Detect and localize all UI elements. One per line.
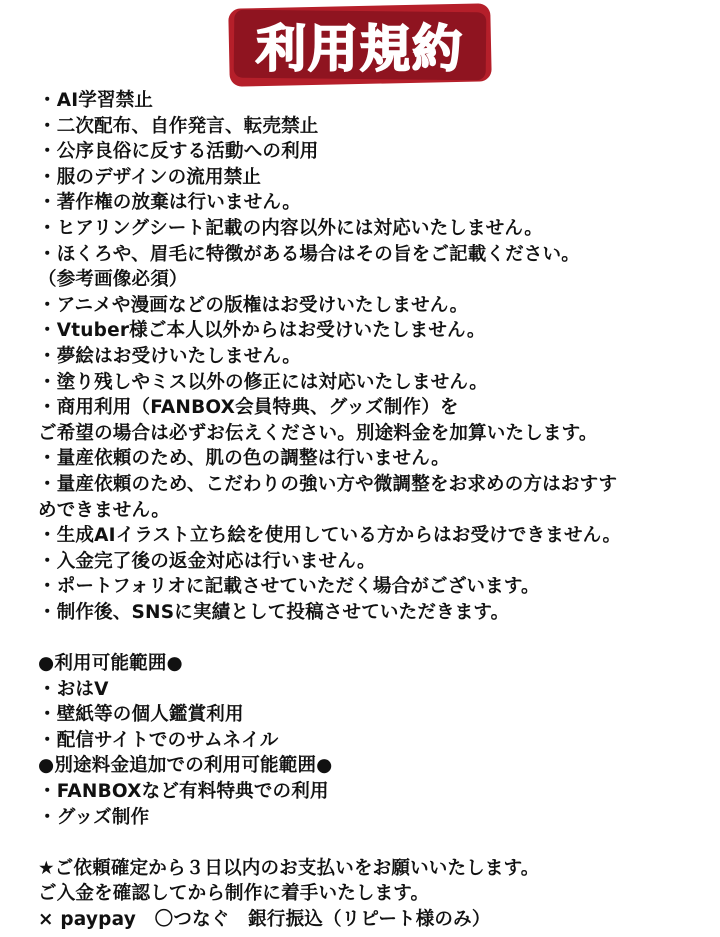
payment-note: ご入金を確認してから制作に着手いたします。	[38, 883, 430, 905]
title-area	[0, 6, 720, 84]
rule-line: ・ほくろや、眉毛に特徴がある場合はその旨をご記載ください。	[38, 243, 580, 265]
rule-line: ・公序良俗に反する活動への利用	[38, 141, 319, 163]
rule-line: ・量産依頼のため、こだわりの強い方や微調整をお求めの方はおすす	[38, 473, 618, 495]
spacer	[38, 625, 714, 651]
extra-usage-item: ・FANBOXなど有料特典での利用	[38, 781, 329, 803]
usage-heading: ●利用可能範囲●	[38, 653, 183, 675]
rule-line: ・Vtuber様ご本人以外からはお受けいたしません。	[38, 320, 486, 342]
rule-line: ・ポートフォリオに記載させていただく場合がございます。	[38, 576, 540, 598]
usage-item: ・壁紙等の個人鑑賞利用	[38, 704, 244, 726]
rule-line: ご希望の場合は必ずお伝えください。別途料金を加算いたします。	[38, 422, 598, 444]
rule-line: ・著作権の放棄は行いません。	[38, 192, 301, 214]
usage-item: ・おはV	[38, 678, 109, 700]
rule-line: ・塗り残しやミス以外の修正には対応いたしません。	[38, 371, 488, 393]
rule-line: （参考画像必須）	[38, 269, 188, 291]
rule-line: めできません。	[38, 499, 171, 521]
payment-methods: × paypay 〇つなぐ 銀行振込（リピート様のみ）	[38, 909, 491, 930]
rule-line: ・夢絵はお受けいたしません。	[38, 345, 301, 367]
rule-line: ・量産依頼のため、肌の色の調整は行いません。	[38, 448, 450, 470]
usage-item: ・配信サイトでのサムネイル	[38, 729, 279, 751]
payment-note: ★ご依頼確定から３日以内のお支払いをお願いいたします。	[38, 857, 540, 879]
spacer	[38, 830, 714, 856]
rule-line: ・制作後、SNSに実績として投稿させていただきます。	[38, 601, 510, 623]
extra-usage-heading: ●別途料金追加での利用可能範囲●	[38, 755, 333, 777]
rule-line: ・AI学習禁止	[38, 90, 154, 111]
rule-line: ・商用利用（FANBOX会員特典、グッズ制作）を	[38, 397, 459, 419]
rule-line: ・二次配布、自作発言、転売禁止	[38, 115, 319, 137]
terms-content	[38, 88, 714, 933]
rule-line: ・ヒアリングシート記載の内容以外には対応いたしません。	[38, 217, 543, 239]
rule-line: ・服のデザインの流用禁止	[38, 166, 262, 188]
extra-usage-item: ・グッズ制作	[38, 806, 150, 828]
rule-line: ・生成AIイラスト立ち絵を使用している方からはお受けできません。	[38, 525, 622, 547]
title-badge	[229, 6, 491, 84]
page-title: 利用規約	[256, 20, 464, 78]
rule-line: ・アニメや漫画などの版権はお受けいたしません。	[38, 294, 469, 316]
rule-line: ・入金完了後の返金対応は行いません。	[38, 550, 376, 572]
